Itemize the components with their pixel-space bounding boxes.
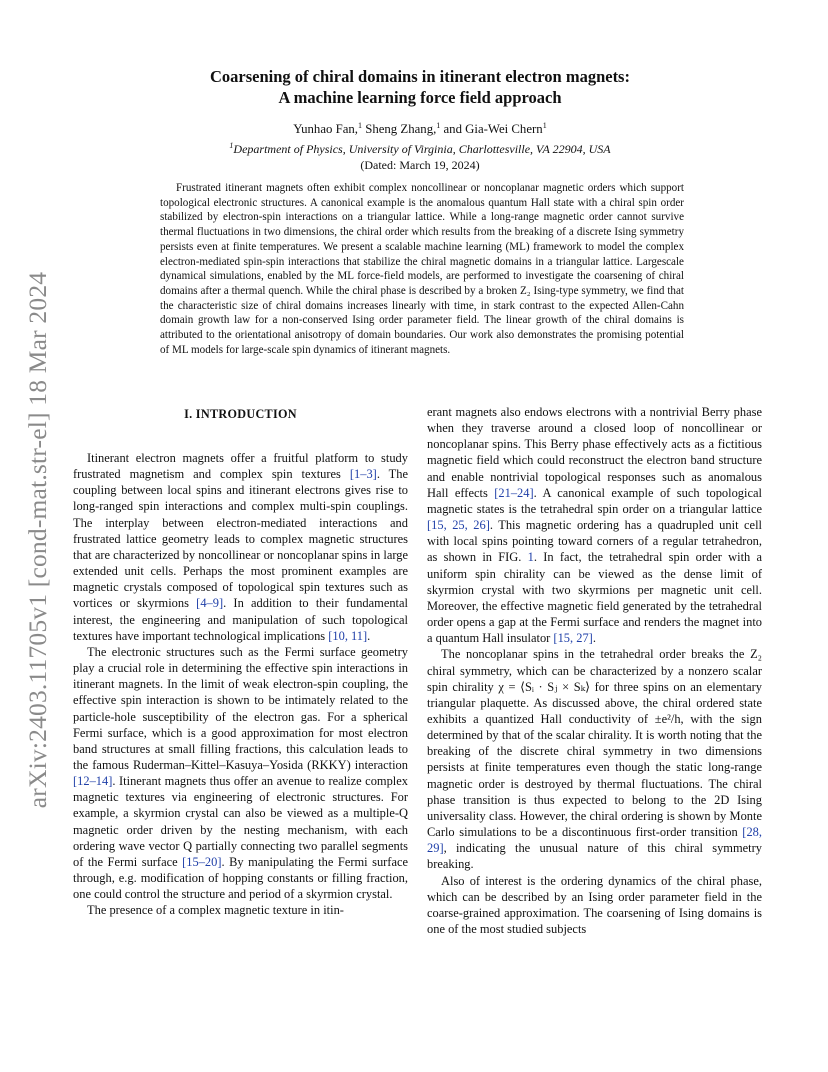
right-column-body — [427, 404, 762, 937]
citation-link[interactable]: [10, 11] — [328, 628, 368, 643]
author-name: Yunhao Fan, — [293, 122, 358, 136]
body-paragraph: erant magnets also endows electrons with a nontrivial Berry phase when they traverse around a closed loop of noncollinear or noncoplanar spins. This Berry phase effectively acts as a fictitious magnetic field which could reconstruct the electron band structure and enable nontrivial topological responses such as anomalous Hall effects [21–24]. A canonical example of such topological magnetic states is the tetrahedral spin order on a triangular lattice [15, 25, 26]. This magnetic ordering has a quadrupled unit cell with local spins pointing toward corners of a regular tetrahedron, as shown in FIG. 1. In fact, the tetrahedral spin order with a uniform spin chirality can be viewed as the dense limit of skyrmion crystal with two skyrmions per magnetic unit cell. Moreover, the effective magnetic field generated by the tetrahedral order opens a gap at the Fermi surface and renders the magnet into a quantum Hall insulator [15, 27]. — [427, 405, 763, 646]
citation-link[interactable]: [1–3] — [349, 467, 377, 482]
affiliation-mark: 1 — [436, 121, 441, 130]
arxiv-identifier-text: arXiv:2403.11705v1 [cond-mat.str-el] 18 Mar 2024 — [23, 271, 52, 809]
figure-link[interactable]: 1 — [527, 550, 534, 565]
author-name: Sheng Zhang, — [365, 122, 437, 136]
section-heading: I. INTRODUCTION — [184, 407, 297, 421]
left-column-body — [73, 450, 408, 919]
body-paragraph: The electronic structures such as the Fermi surface geometry play a crucial role in determining the effective spin interactions in itinerant magnets. In the limit of weak electron-spin coupling, the effective spin interaction is shown to be intimately related to the particle-hole susceptibility of the electron gas. For a spherical Fermi surface, which is a good approximation for most electron band structures at small filling fractions, this calculation leads to the famous Ruderman–Kittel–Kasuya–Yosida (RKKY) interaction [12–14]. Itinerant magnets thus offer an avenue to realize complex magnetic textures via engineering of electronic structures. For example, a skyrmion crystal can also be viewed as a multiple-Q magnetic order driven by the nesting mechanism, with each ordering wave vector Q partially connecting two parallel segments of the Fermi surface [15–20]. By manipulating the Fermi surface through, e.g. modification of hopping constants or filling fraction, one could control the structure and period of a skyrmion crystal. — [73, 644, 409, 902]
citation-link[interactable]: [15, 27] — [553, 631, 593, 646]
citation-link[interactable]: [12–14] — [73, 774, 113, 789]
date-line: (Dated: March 19, 2024) — [360, 158, 480, 172]
affiliation-mark: 1 — [542, 121, 547, 130]
left-column — [73, 404, 408, 919]
citation-link[interactable]: [21–24] — [494, 485, 534, 500]
paper-title-line-2: A machine learning force field approach — [278, 88, 562, 107]
affiliation-mark: 1 — [358, 121, 362, 130]
affiliation — [120, 142, 720, 157]
abstract-text: Frustrated itinerant magnets often exhibit complex noncollinear or noncoplanar magnetic orders which support topological electronic structures. A canonical example is the anomalous quantum Hall state with a chiral spin order stabilized by electron-spin interactions on a triangular lattice. While a long-range magnetic order cannot survive thermal fluctuations in two dimensions, the chiral order which results from the breaking of a discrete Ising symmetry persists even at finite temperatures. We present a scalable machine learning (ML) framework to model the complex electron-mediated spin-spin interactions that stabilize the chiral magnetic domains in a triangular lattice. Largescale dynamical simulations, enabled by the ML force-field models, are performed to investigate the coarsening of chiral domains after a thermal quench. While the chiral phase is described by a broken Z₂ Ising-type symmetry, we find that the characteristic size of chiral domains increases linearly with time, in stark contrast to the expected Allen-Cahn domain growth law for a non-conserved Ising order parameter field. The linear growth of the chiral domains is attributed to the orientational anisotropy of domain boundaries. Our work also demonstrates the promising potential of ML models for large-scale spin dynamics of itinerant magnets. — [160, 182, 684, 356]
citation-link[interactable]: [15–20] — [182, 854, 222, 869]
body-paragraph: The noncoplanar spins in the tetrahedral order breaks the Z₂ chiral symmetry, which can be characterized by a nonzero scalar spin chirality χ = ⟨Sᵢ · Sⱼ × Sₖ⟩ for three spins on an elementary triangular plaquette. As discussed above, the chiral ordered state exhibits a quantized Hall conductivity of ±e²/h, with the sign determined by that of the scalar chirality. It is worth noting that the breaking of the discrete chiral symmetry in two dimensions persists at finite temperatures even though the static long-range magnetic order is destroyed by thermal fluctuations. The chiral phase transition is thus expected to belong to the 2D Ising universality class. However, the chiral ordering is shown by Monte Carlo simulations to be a discontinuous first-order transition [28, 29], indicating the unusual nature of this chiral symmetry breaking. — [427, 647, 762, 872]
body-paragraph: Also of interest is the ordering dynamics of the chiral phase, which can be described by an Ising order parameter field in the coarse-grained approximation. The coarsening of Ising domains is one of the most studied subjects — [427, 873, 762, 936]
abstract — [160, 181, 684, 357]
paper-title — [120, 66, 720, 108]
citation-link[interactable]: [15, 25, 26] — [427, 518, 490, 533]
author-list — [120, 122, 720, 137]
affiliation-text: Department of Physics, University of Virginia, Charlottesville, VA 22904, USA — [233, 142, 611, 156]
arxiv-identifier-stamp — [18, 250, 58, 830]
citation-link[interactable]: [4–9] — [196, 596, 224, 611]
author-name: and Gia-Wei Chern — [443, 122, 543, 136]
citation-link[interactable]: [28, 29] — [427, 825, 762, 856]
body-paragraph: Itinerant electron magnets offer a fruitful platform to study frustrated magnetism and complex spin textures [1–3]. The coupling between local spins and itinerant electrons gives rise to long-ranged spin interactions and complex multi-spin couplings. The interplay between electron-mediated interactions and frustrated lattice geometry leads to complex magnetic structures that are characterized by noncollinear or noncoplanar spins in large extended unit cells. Perhaps the most prominent examples are magnetic crystals composed of topological spin textures such as vortices or skyrmions [4–9]. In addition to their fundamental interest, the engineering and manipulation of such topological textures have important technological implications [10, 11]. — [73, 451, 408, 643]
body-paragraph: The presence of a complex magnetic texture in itin- — [87, 903, 344, 918]
paper-title-line-1: Coarsening of chiral domains in itinerant electron magnets: — [210, 67, 630, 86]
right-column — [427, 404, 762, 937]
affiliation-mark: 1 — [229, 141, 234, 150]
